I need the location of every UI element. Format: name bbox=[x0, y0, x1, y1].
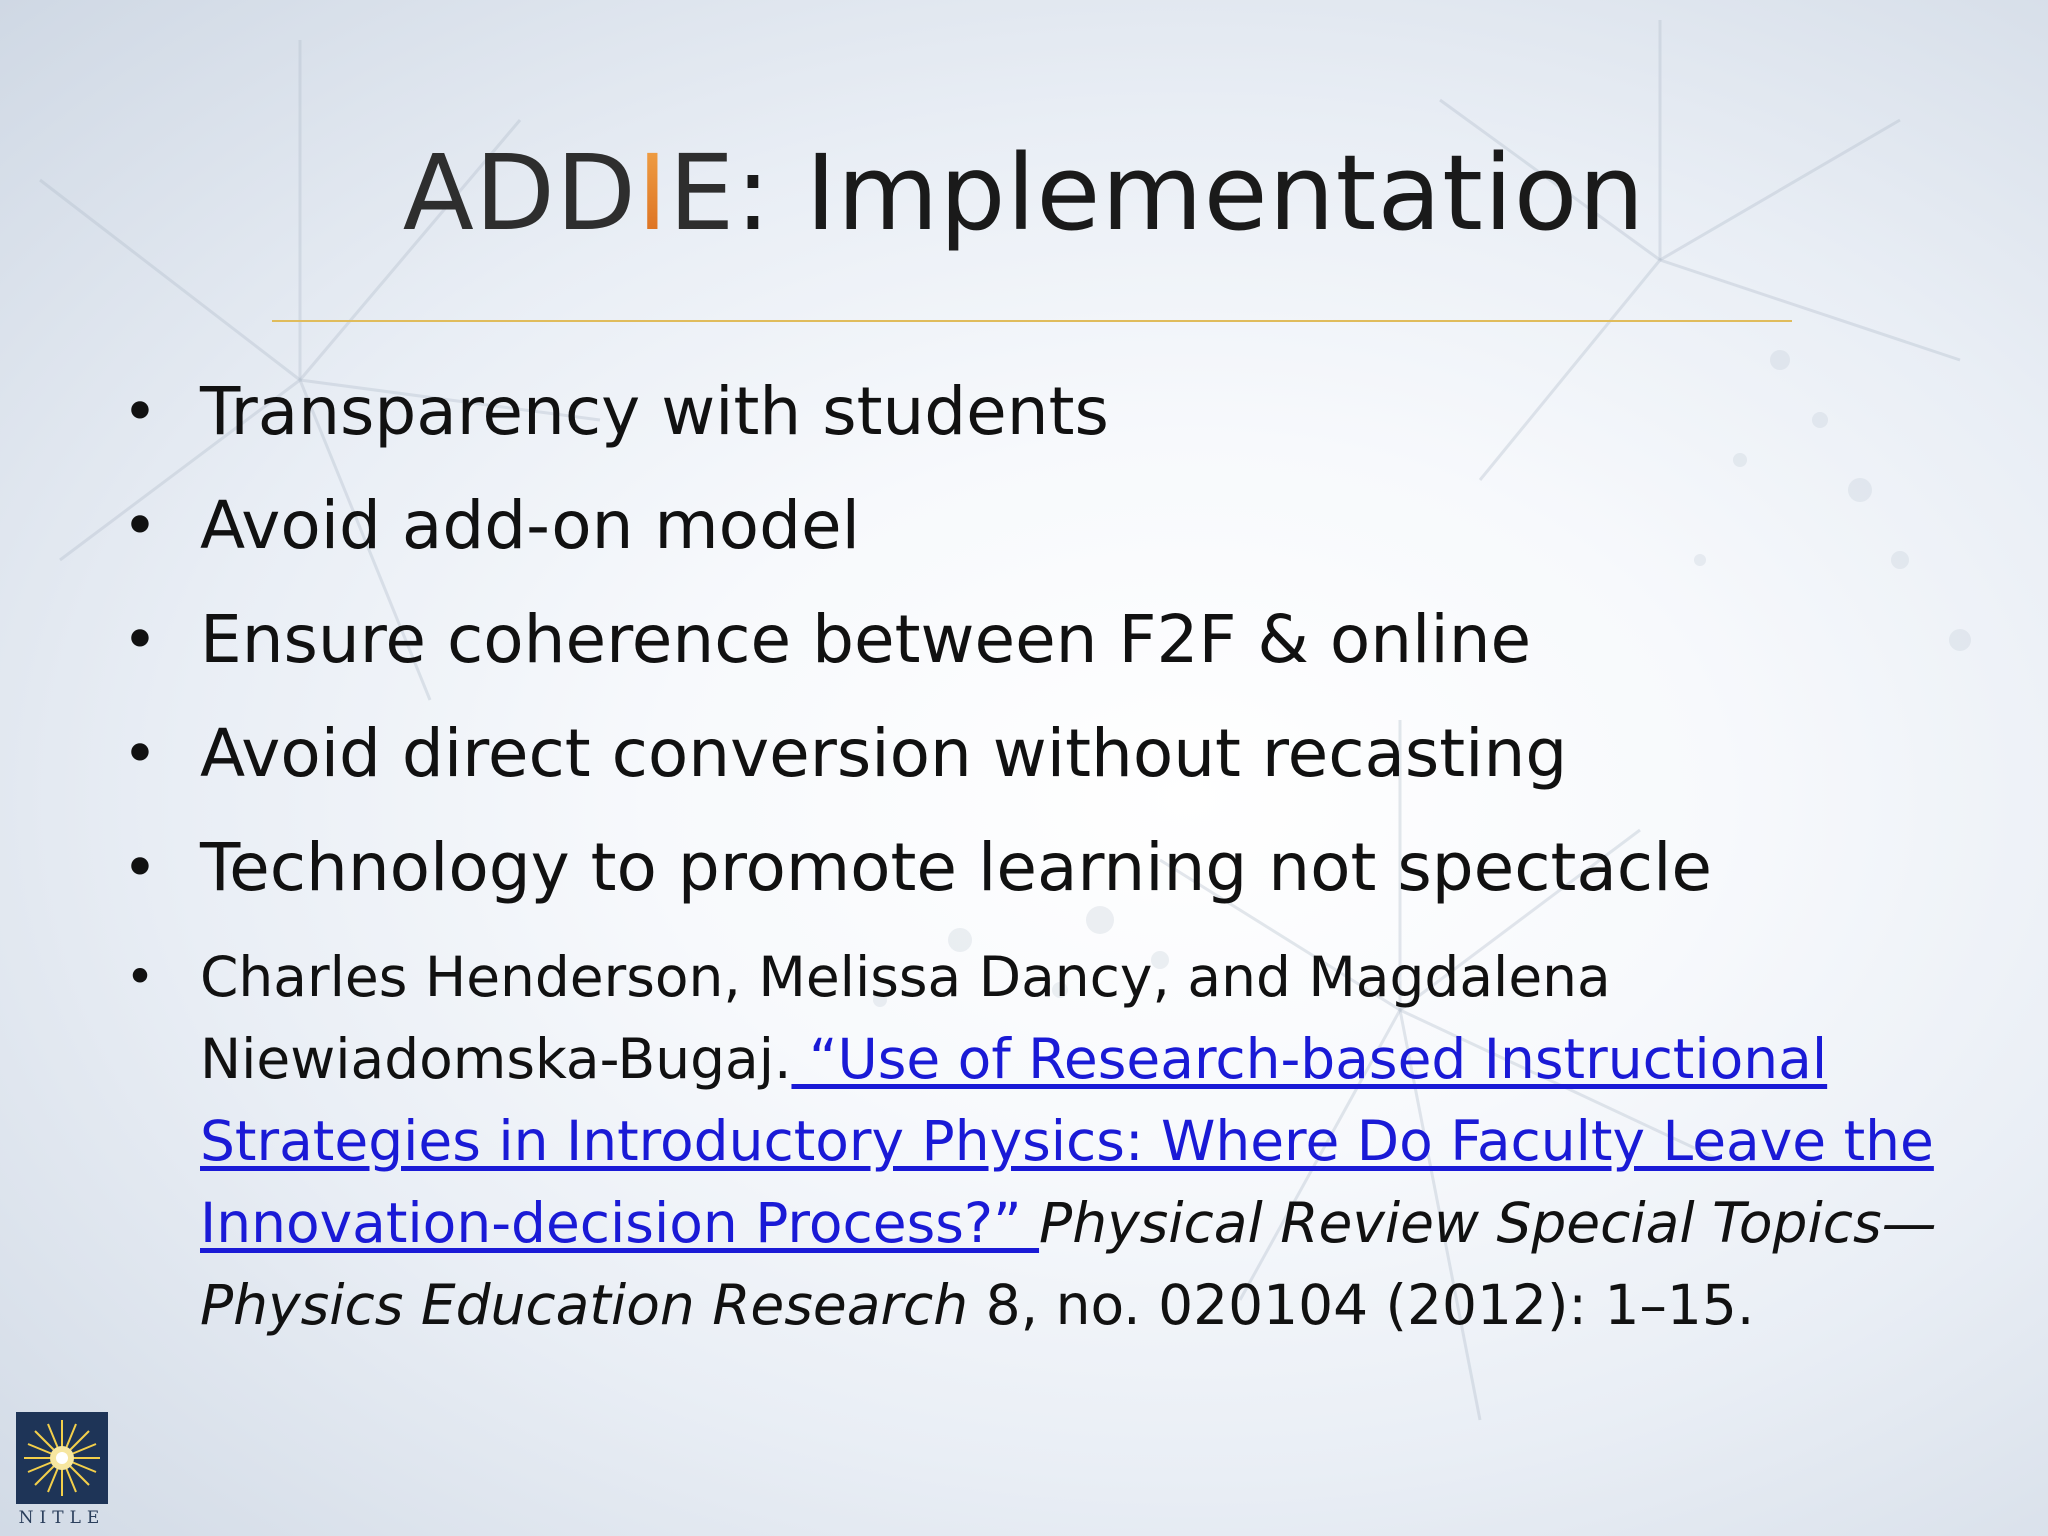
citation-journal: Physical Review Special Topics—Physics Education Research bbox=[200, 1191, 1937, 1337]
bullet-dot-icon: • bbox=[122, 719, 158, 789]
bullet-item bbox=[120, 714, 1960, 794]
bullet-dot-icon: • bbox=[122, 605, 158, 675]
title-divider bbox=[272, 320, 1792, 322]
bullet-list bbox=[120, 372, 1960, 1380]
bullet-text: Ensure coherence between F2F & online bbox=[200, 601, 1532, 678]
bullet-item bbox=[120, 372, 1960, 452]
bullet-text: Avoid direct conversion without recasting bbox=[200, 715, 1568, 792]
citation-item bbox=[120, 936, 2030, 1346]
title-highlighted-letter: I bbox=[637, 132, 669, 254]
bullet-item bbox=[120, 486, 1960, 566]
citation-article-link[interactable]: “Use of Research-based Instructional Strategies in Introductory Physics: Where Do Faculty Leave the Innovation-decision Process?” bbox=[200, 1027, 1934, 1255]
bullet-text: Avoid add-on model bbox=[200, 487, 860, 564]
bullet-text: Transparency with students bbox=[200, 373, 1109, 450]
bullet-dot-icon: • bbox=[125, 948, 155, 1006]
bullet-text: Technology to promote learning not spectacle bbox=[200, 829, 1713, 906]
citation-details: 8, no. 020104 (2012): 1–15. bbox=[968, 1273, 1755, 1337]
title-text: : Implementation bbox=[735, 132, 1646, 254]
nitle-logo bbox=[16, 1412, 108, 1532]
nitle-starburst-icon bbox=[16, 1412, 108, 1504]
citation-authors: Charles Henderson, Melissa Dancy, and Magdalena Niewiadomska-Bugaj. bbox=[200, 945, 1611, 1091]
bullet-dot-icon: • bbox=[122, 491, 158, 561]
bullet-item bbox=[120, 600, 1960, 680]
slide-title bbox=[0, 128, 2048, 258]
nitle-logo-text: NITLE bbox=[18, 1508, 106, 1528]
title-acronym-prefix: ADD bbox=[402, 132, 637, 254]
bullet-dot-icon: • bbox=[122, 833, 158, 903]
bullet-dot-icon: • bbox=[122, 377, 158, 447]
title-acronym-suffix: E bbox=[668, 132, 736, 254]
bullet-item bbox=[120, 828, 1960, 908]
